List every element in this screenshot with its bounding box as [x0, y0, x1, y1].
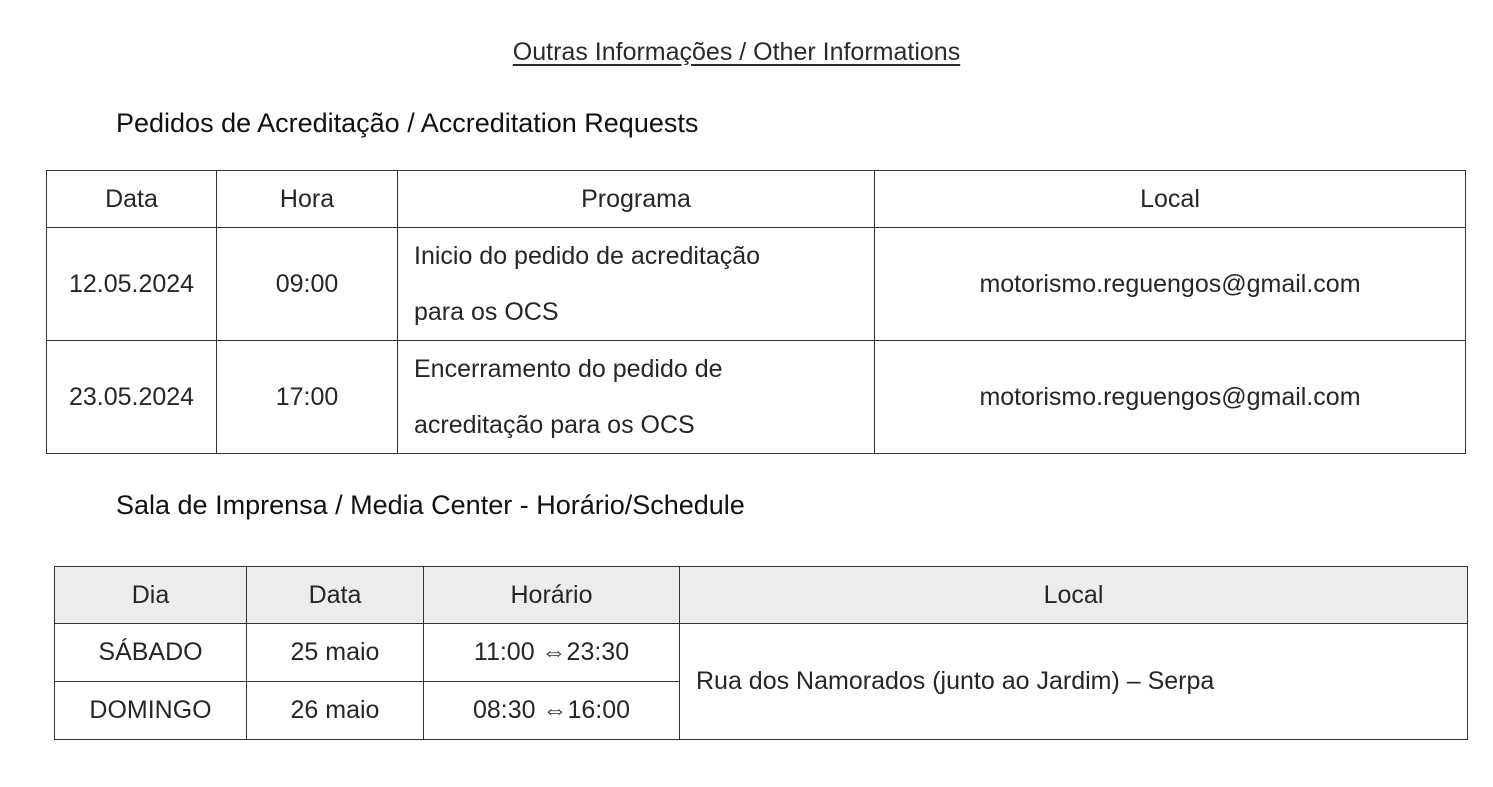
hours-cell: 11:00 ⇔23:30 — [424, 624, 680, 682]
header-dia: Dia — [55, 567, 247, 624]
date-cell: 23.05.2024 — [47, 341, 217, 454]
table-header-row — [47, 171, 1466, 228]
header-local: Local — [875, 171, 1466, 228]
day-cell: SÁBADO — [55, 624, 247, 682]
header-data: Data — [47, 171, 217, 228]
header-local: Local — [680, 567, 1468, 624]
program-cell — [398, 341, 875, 454]
header-horario: Horário — [424, 567, 680, 624]
media-center-heading: Sala de Imprensa / Media Center - Horário/Schedule — [116, 490, 745, 520]
time-cell: 09:00 — [217, 228, 398, 341]
header-hora: Hora — [217, 171, 398, 228]
program-line: Encerramento do pedido de — [414, 355, 723, 383]
program-cell — [398, 228, 875, 341]
table-row — [47, 228, 1466, 341]
table-row — [47, 341, 1466, 454]
program-line: Inicio do pedido de acreditação — [414, 242, 761, 270]
program-line: acreditação para os OCS — [414, 411, 695, 439]
date-cell: 26 maio — [247, 682, 424, 740]
media-center-table — [54, 566, 1468, 740]
day-cell: DOMINGO — [55, 682, 247, 740]
hours-cell: 08:30 ⇔16:00 — [424, 682, 680, 740]
date-cell: 12.05.2024 — [47, 228, 217, 341]
email-link[interactable]: motorismo.reguengos@gmail.com — [875, 228, 1466, 341]
accreditation-heading: Pedidos de Acreditação / Accreditation Requests — [116, 108, 699, 138]
table-header-row — [55, 567, 1468, 624]
email-link[interactable]: motorismo.reguengos@gmail.com — [875, 341, 1466, 454]
table-row — [55, 624, 1468, 682]
page-title: Outras Informações / Other Informations — [512, 38, 961, 66]
header-data: Data — [247, 567, 424, 624]
program-line: para os OCS — [414, 298, 559, 326]
date-cell: 25 maio — [247, 624, 424, 682]
accreditation-table — [46, 170, 1466, 454]
header-programa: Programa — [398, 171, 875, 228]
time-cell: 17:00 — [217, 341, 398, 454]
location-cell: Rua dos Namorados (junto ao Jardim) – Serpa — [680, 624, 1468, 740]
